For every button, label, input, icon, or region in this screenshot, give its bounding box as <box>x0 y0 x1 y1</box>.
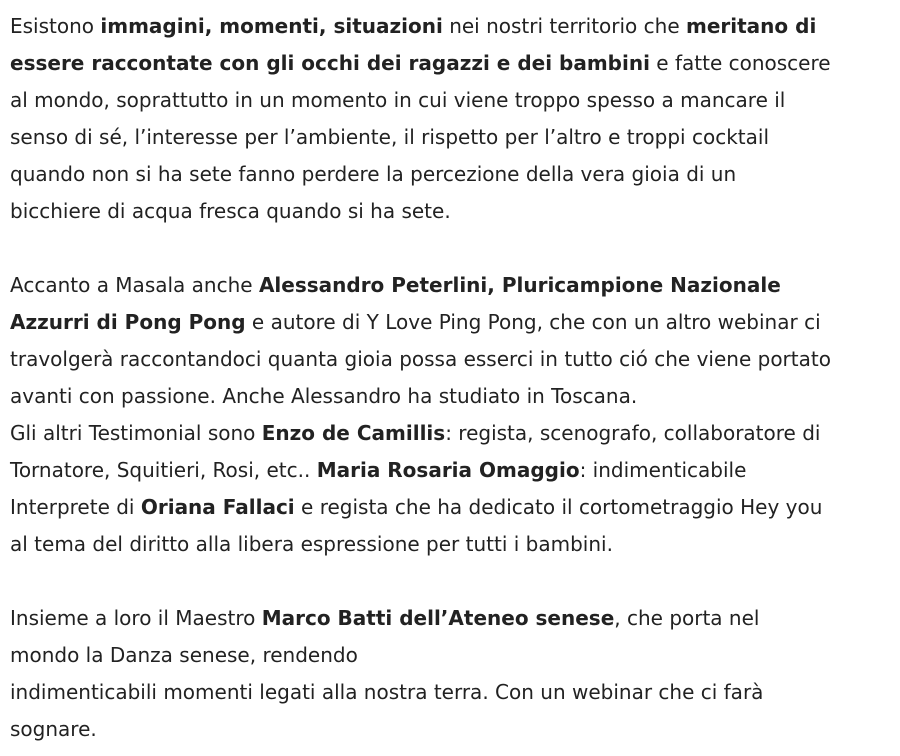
text-segment: : regista, scenografo, collaboratore di <box>445 421 821 445</box>
text-segment: Interprete di <box>10 495 141 519</box>
text-segment: travolgerà raccontandoci quanta gioia possa esserci in tutto ció che viene portato <box>10 347 831 371</box>
text-segment: sognare. <box>10 717 97 741</box>
paragraph-4 <box>10 600 890 748</box>
text-segment: mondo la Danza senese, rendendo <box>10 643 358 667</box>
paragraph-3 <box>10 415 890 563</box>
bold-text: Azzurri di Pong Pong <box>10 310 246 334</box>
text-segment: e regista che ha dedicato il cortometraggio Hey you <box>294 495 823 519</box>
text-line <box>10 8 890 45</box>
text-line <box>10 452 890 489</box>
text-line <box>10 415 890 452</box>
bold-text: Marco Batti dell’Ateneo senese <box>261 606 615 630</box>
text-line <box>10 45 890 82</box>
text-line <box>10 600 890 637</box>
text-segment: Tornatore, Squitieri, Rosi, etc.. <box>10 458 317 482</box>
text-line <box>10 378 890 415</box>
text-line <box>10 674 890 711</box>
text-line <box>10 82 890 119</box>
article-body <box>0 8 890 748</box>
text-segment: bicchiere di acqua fresca quando si ha sete. <box>10 199 451 223</box>
bold-text: Oriana Fallaci <box>140 495 295 519</box>
text-line <box>10 341 890 378</box>
bold-text: essere raccontate con gli occhi dei ragazzi e dei bambini <box>10 51 650 75</box>
text-segment: Accanto a Masala anche <box>10 273 259 297</box>
text-segment: nei nostri territorio che <box>442 14 686 38</box>
text-line <box>10 304 890 341</box>
paragraph-1 <box>10 8 890 230</box>
text-line <box>10 193 890 230</box>
text-segment: Insieme a loro il Maestro <box>10 606 262 630</box>
text-segment: Esistono <box>10 14 101 38</box>
text-segment: Gli altri Testimonial sono <box>10 421 262 445</box>
bold-text: meritano di <box>686 14 817 38</box>
text-segment: al mondo, soprattutto in un momento in cui viene troppo spesso a mancare il <box>10 88 786 112</box>
paragraph-2 <box>10 267 890 415</box>
bold-text: Alessandro Peterlini, Pluricampione Nazionale <box>258 273 781 297</box>
bold-text: immagini, momenti, situazioni <box>100 14 443 38</box>
text-line <box>10 156 890 193</box>
text-line <box>10 489 890 526</box>
text-segment: quando non si ha sete fanno perdere la percezione della vera gioia di un <box>10 162 737 186</box>
text-line <box>10 637 890 674</box>
text-line <box>10 267 890 304</box>
text-segment: , che porta nel <box>614 606 760 630</box>
text-line <box>10 711 890 748</box>
bold-text: Maria Rosaria Omaggio <box>316 458 580 482</box>
text-segment: e autore di Y Love Ping Pong, che con un altro webinar ci <box>245 310 821 334</box>
text-segment: e fatte conoscere <box>649 51 831 75</box>
text-segment: indimenticabili momenti legati alla nostra terra. Con un webinar che ci farà <box>10 680 764 704</box>
text-segment: al tema del diritto alla libera espressione per tutti i bambini. <box>10 532 613 556</box>
text-segment: avanti con passione. Anche Alessandro ha studiato in Toscana. <box>10 384 638 408</box>
text-segment: senso di sé, l’interesse per l’ambiente, il rispetto per l’altro e troppi cocktail <box>10 125 769 149</box>
bold-text: Enzo de Camillis <box>261 421 446 445</box>
text-line <box>10 119 890 156</box>
text-line <box>10 526 890 563</box>
text-segment: : indimenticabile <box>579 458 747 482</box>
